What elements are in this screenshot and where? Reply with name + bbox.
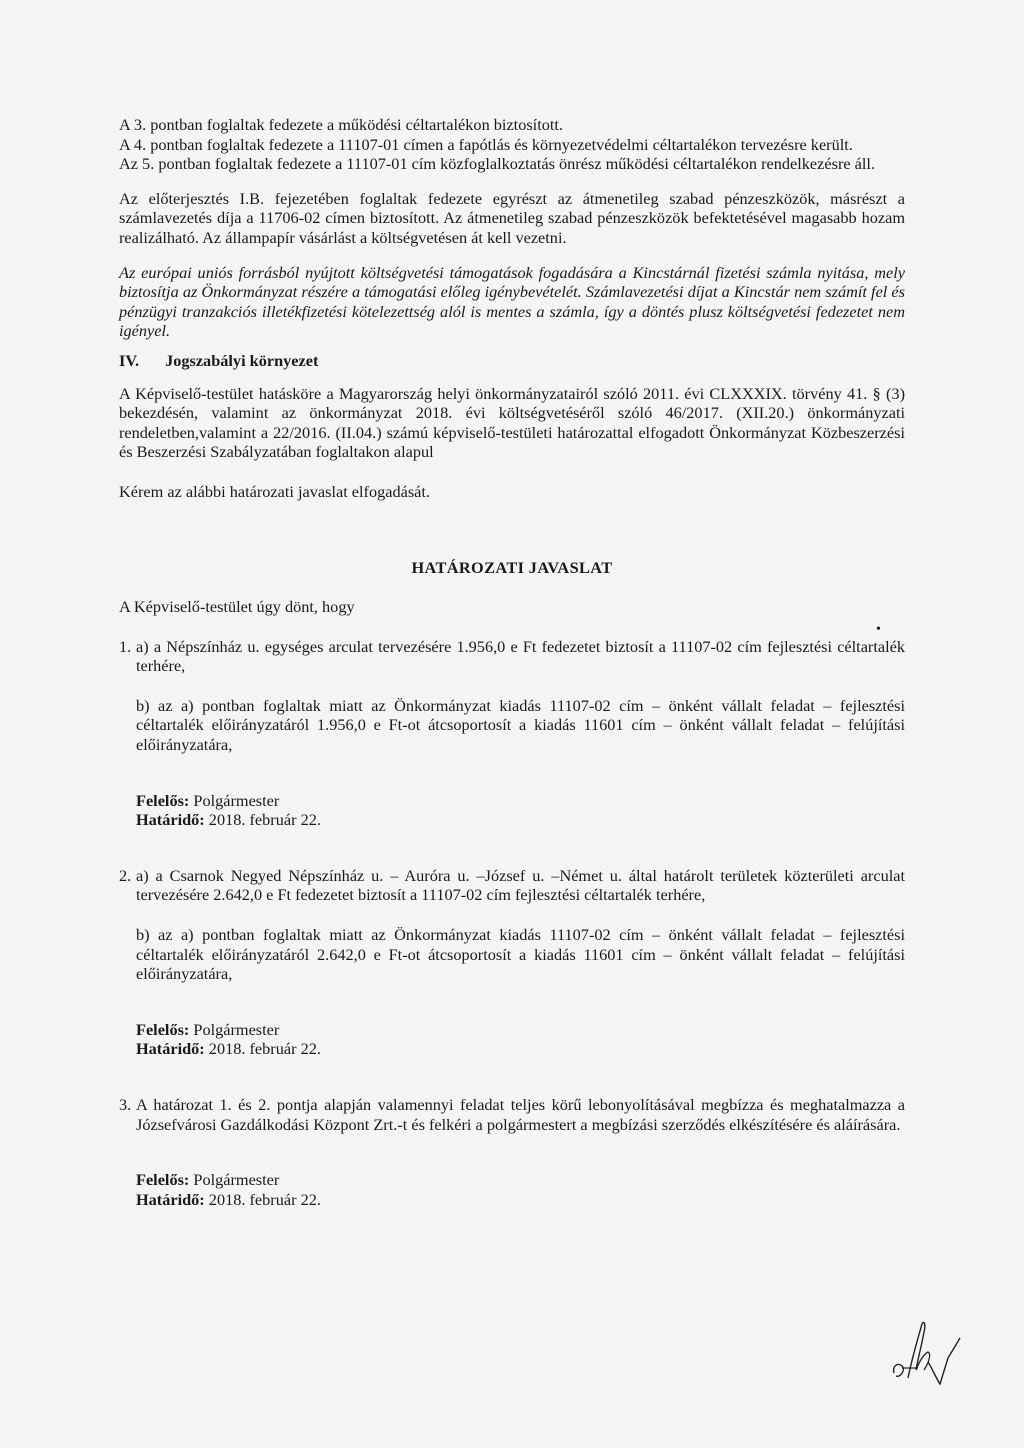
deadline-line xyxy=(136,1190,905,1210)
deadline-value: 2018. február 22. xyxy=(204,1189,321,1209)
paragraph-coverage-5: Az 5. pontban foglaltak fedezete a 11107-01 cím közfoglalkoztatás önrész működési céltartalékon rendelkezésre áll. xyxy=(119,154,876,174)
paragraph-request: Kérem az alábbi határozati javaslat elfogadását. xyxy=(119,481,430,501)
responsible-line xyxy=(136,791,905,811)
deadline-line xyxy=(136,1039,905,1059)
resolution-item-1 xyxy=(119,637,905,830)
responsible-value: Polgármester xyxy=(189,1019,280,1039)
deadline-value: 2018. február 22. xyxy=(204,810,321,830)
item-point-a: a) a Csarnok Negyed Népszínház u. – Auróra u. –József u. –Német u. által határolt területek közterületi arculat tervezésére 2.642,0 e Ft fedezetet biztosít a 11107-02 cím fejlesztési céltartalék terhére, xyxy=(136,865,905,905)
deadline-label: Határidő: xyxy=(136,1189,205,1209)
resolution-item-2 xyxy=(119,866,905,1059)
section-heading xyxy=(119,351,905,371)
paragraph-coverage-4: A 4. pontban foglaltak fedezete a 11107-01 címen a fapótlás és környezetvédelmi céltartalékon tervezésre került. xyxy=(119,134,853,154)
responsible-label: Felelős: xyxy=(136,1019,190,1039)
resolution-item-3 xyxy=(119,1095,905,1209)
responsible-label: Felelős: xyxy=(136,790,190,810)
deadline-line xyxy=(136,810,905,830)
deadline-label: Határidő: xyxy=(136,810,205,830)
handwritten-page-signature xyxy=(888,1318,968,1388)
deadline-value: 2018. február 22. xyxy=(204,1039,321,1059)
paragraph-eu-funds: Az európai uniós forrásból nyújtott költségvetési támogatások fogadására a Kincstárnál fizetési számla nyitása, mely biztosítja az Önkormányzat részére a támogatási előleg igénybevételét. Számlavezetési díjat a Kincstár nem számít fel és pénzügyi tranzakciós illetékfizetési kötelezettség alól is mentes a számla, így a döntés plusz költségvetési fedezetet nem igényel. xyxy=(119,262,905,341)
section-number: IV. xyxy=(119,350,140,370)
responsible-value: Polgármester xyxy=(189,1170,280,1190)
resolution-title: HATÁROZATI JAVASLAT xyxy=(411,557,613,577)
item-number: 2. xyxy=(119,865,132,885)
paragraph-legal: A Képviselő-testület hatásköre a Magyarország helyi önkormányzatairól szóló 2011. évi CLXXXIX. törvény 41. § (3) bekezdésén, valamint az önkormányzat 2018. évi költségvetéséről szóló 46/2017. (XII.20.) önkormányzati rendeletben,valamint a 22/2016. (II.04.) számú képviselő-testületi határozattal elfogadott Önkormányzat Közbeszerzési és Beszerzési Szabályzatában foglaltakon alapul xyxy=(119,383,905,462)
responsible-line xyxy=(136,1020,905,1040)
item-point-b: b) az a) pontban foglaltak miatt az Önkormányzat kiadás 11107-02 cím – önként vállalt feladat – fejlesztési céltartalék előirányzatáról 1.956,0 e Ft-ot átcsoportosít a kiadás 11601 cím – önként vállalt feladat – felújítási előirányzatára, xyxy=(136,695,905,755)
item-number: 3. xyxy=(119,1095,132,1114)
paragraph-coverage-ib: Az előterjesztés I.B. fejezetében foglaltak fedezete egyrészt az átmenetileg szabad pénzeszközök, másrészt a számlavezetés díja a 11706-02 címen biztosított. Az átmenetileg szabad pénzeszközök befektetésével magasabb hozam realizálható. Az állampapír vásárlást a költségvetésen át kell vezetni. xyxy=(119,188,905,247)
item-number: 1. xyxy=(119,636,132,656)
stray-mark: • xyxy=(876,622,881,637)
resolution-intro: A Képviselő-testület úgy dönt, hogy xyxy=(119,597,355,617)
responsible-value: Polgármester xyxy=(189,790,280,810)
deadline-label: Határidő: xyxy=(136,1039,205,1059)
document-body xyxy=(119,115,905,1209)
item-point-a: a) a Népszínház u. egységes arculat tervezésére 1.956,0 e Ft fedezetet biztosít a 11107-02 cím fejlesztési céltartalék terhére, xyxy=(136,636,905,676)
section-title: Jogszabályi környezet xyxy=(165,350,319,370)
item-text: A határozat 1. és 2. pontja alapján valamennyi feladat teljes körű lebonyolításával megbízza és meghatalmazza a Józsefvárosi Gazdálkodási Központ Zrt.-t és felkéri a polgármestert a megbízási szerződés elkészítésére és aláírására. xyxy=(136,1095,905,1134)
paragraph-coverage-3: A 3. pontban foglaltak fedezete a működési céltartalékon biztosított. xyxy=(119,115,563,134)
item-point-b: b) az a) pontban foglaltak miatt az Önkormányzat kiadás 11107-02 cím – önként vállalt feladat – fejlesztési céltartalék előirányzatáról 2.642,0 e Ft-ot átcsoportosít a kiadás 11601 cím – önként vállalt feladat – felújítási előirányzatára, xyxy=(136,925,905,984)
responsible-line xyxy=(136,1170,905,1190)
responsible-label: Felelős: xyxy=(136,1170,190,1190)
